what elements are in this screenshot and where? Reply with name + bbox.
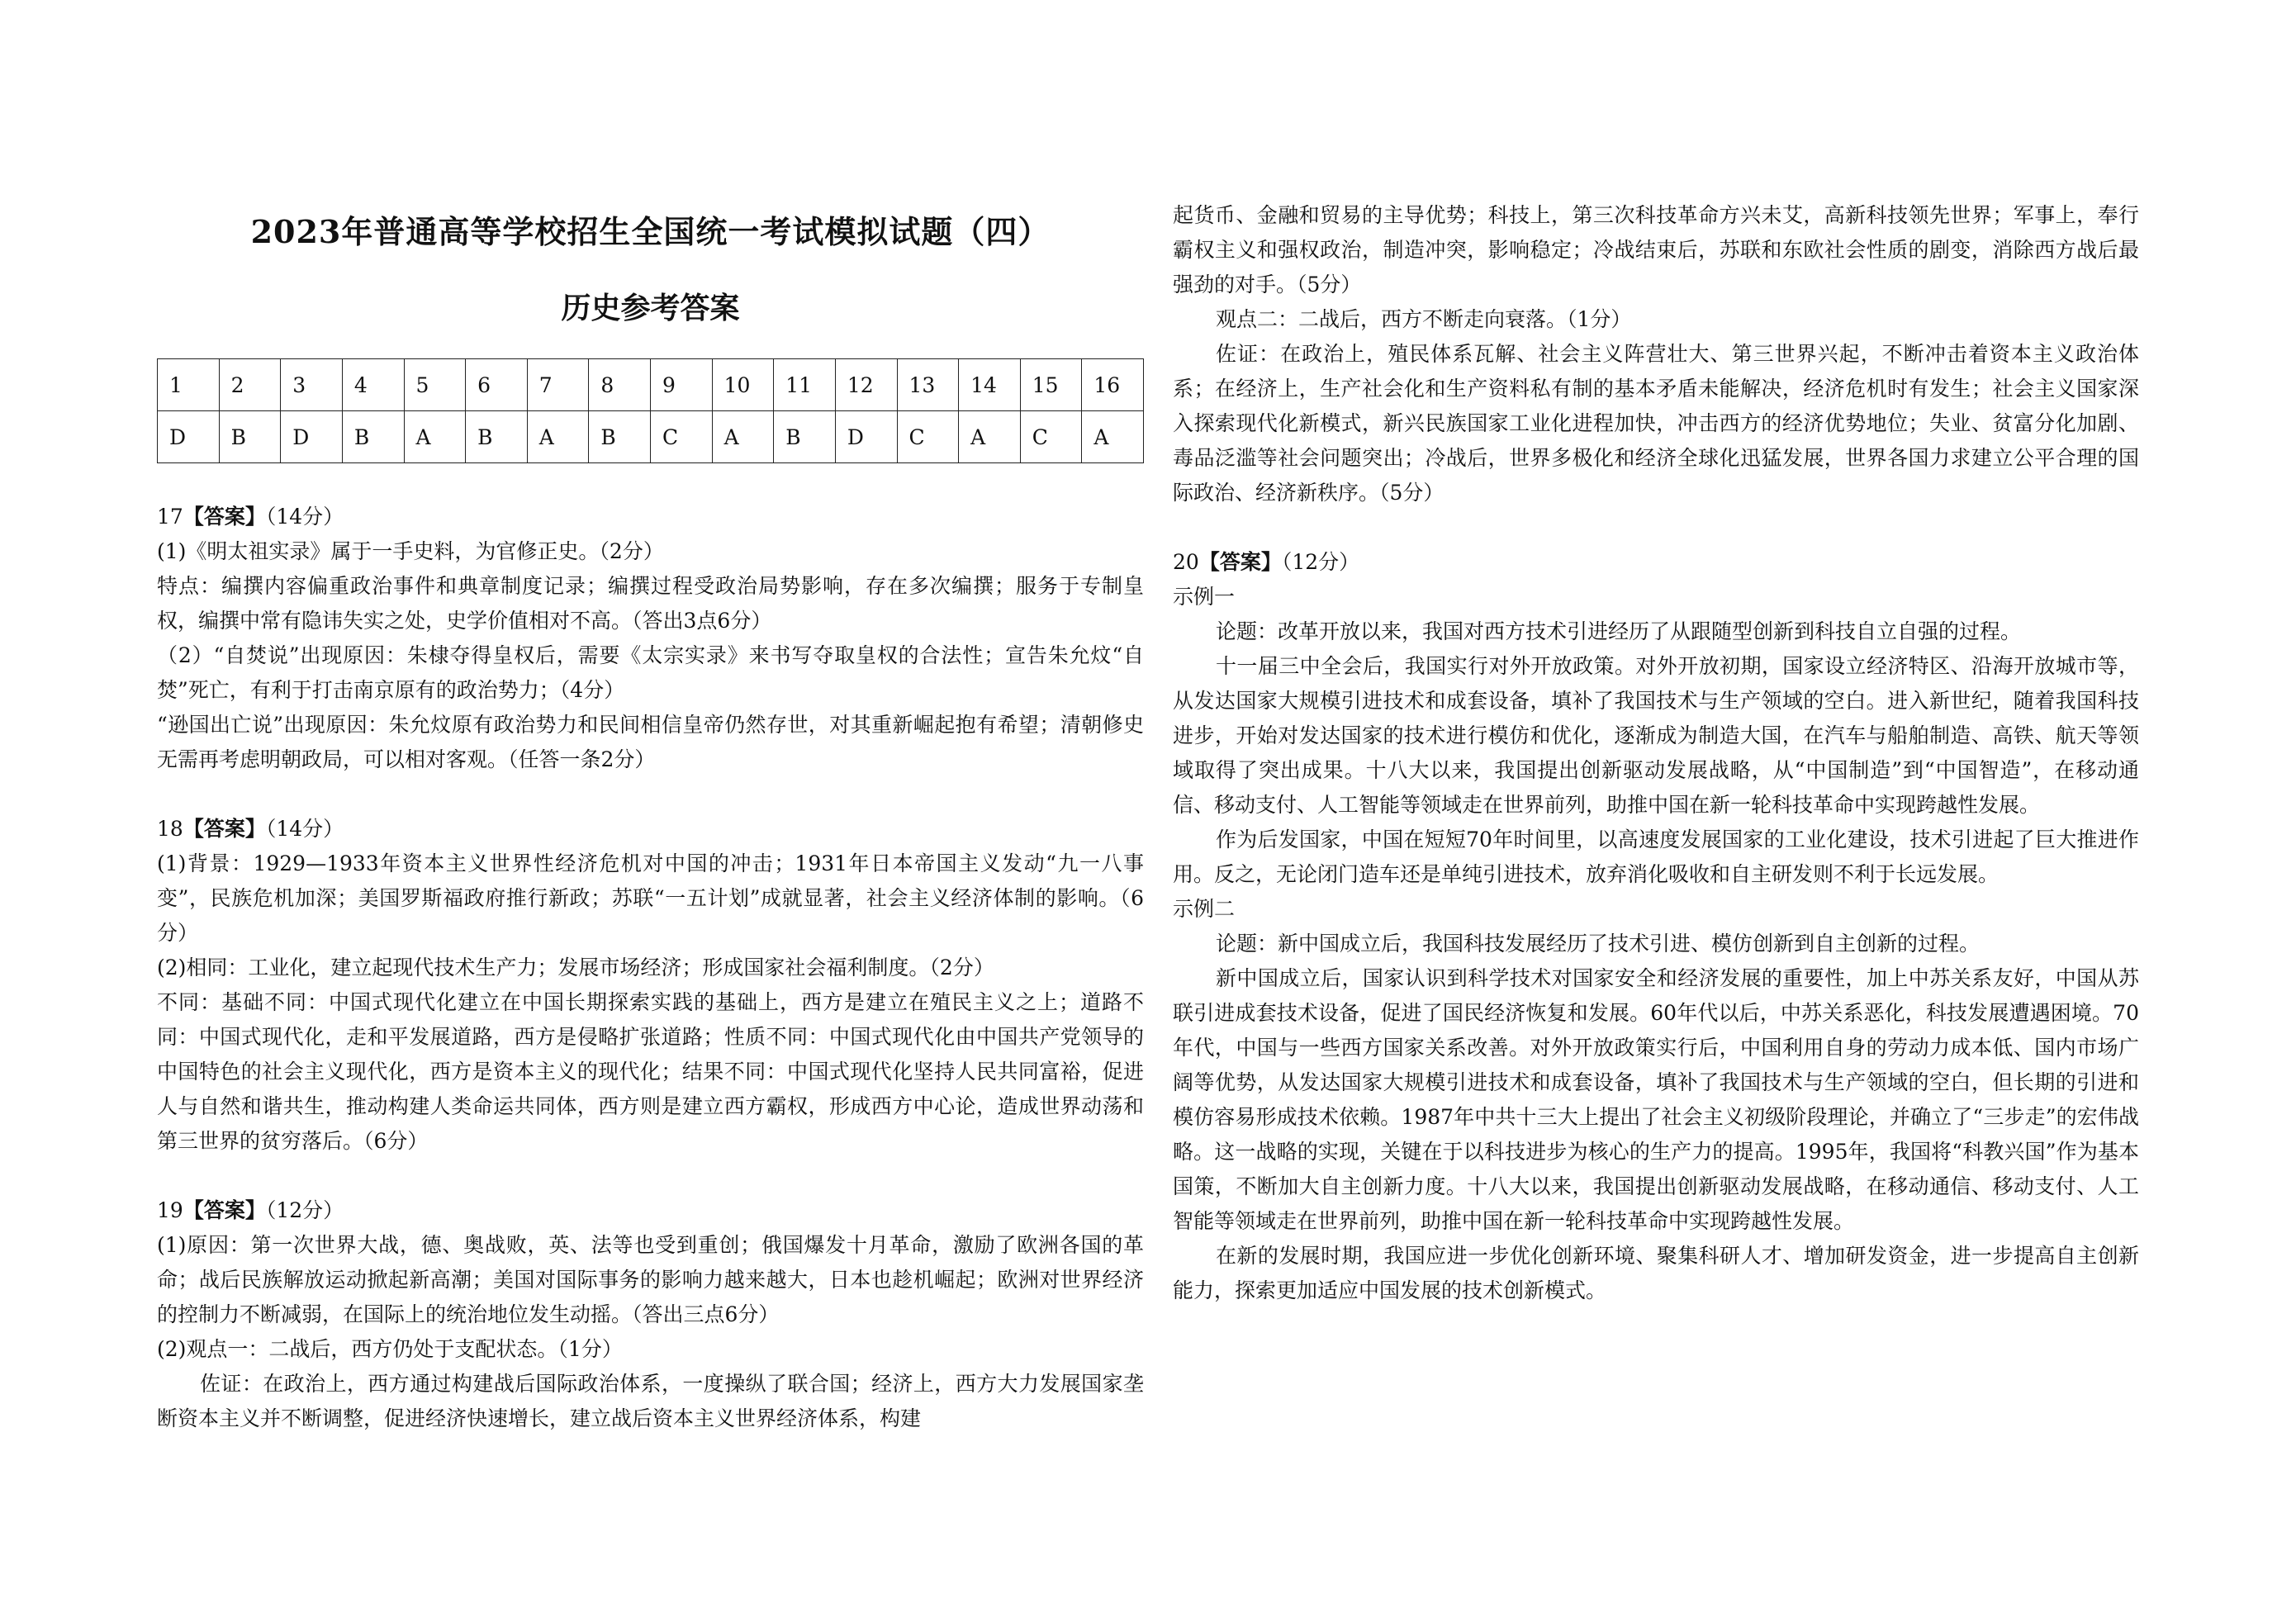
- answer-tag: 【答案】: [183, 1198, 266, 1222]
- answer-cell: B: [774, 411, 836, 463]
- section-gap: [157, 777, 1144, 812]
- question-number: 20: [1173, 550, 1199, 574]
- example-paragraph: 论题：新中国成立后，我国科技发展经历了技术引进、模仿创新到自主创新的过程。: [1216, 932, 1981, 956]
- example-paragraph: 论题：改革开放以来，我国对西方技术引进经历了从跟随型创新到科技自立自强的过程。: [1216, 619, 2022, 643]
- answer-line: 不同：基础不同：中国式现代化建立在中国长期探索实践的基础上，西方是建立在殖民主义之上；道路不同：中国式现代化，走和平发展道路，西方是侵略扩张道路；性质不同：中国式现代化由中国共产党领导的中国特色的社会主义现代化，西方是资本主义的现代化；结果不同：中国式现代化坚持人民共同富裕，促进人与自然和谐共生，推动构建人类命运共同体，西方则是建立西方霸权，形成西方中心论，造成世界动荡和第三世界的贫穷落后。（6分）: [157, 990, 1144, 1153]
- question-number-cell: 2: [219, 359, 281, 411]
- question-number: 18: [157, 817, 183, 841]
- question-number-row: [158, 359, 1144, 411]
- score-label: （12分）: [1281, 550, 1360, 574]
- answer-letter-row: [158, 411, 1144, 463]
- section-gap: [157, 1159, 1144, 1193]
- answer-cell: D: [281, 411, 343, 463]
- question-number-cell: 3: [281, 359, 343, 411]
- page-subtitle: 历史参考答案: [561, 291, 740, 325]
- continued-paragraph: 起货币、金融和贸易的主导优势；科技上，第三次科技革命方兴未艾，高新科技领先世界；军事上，奉行霸权主义和强权政治，制造冲突，影响稳定；冷战结束后，苏联和东欧社会性质的剧变，消除西方战后最强劲的对手。（5分）: [1173, 203, 2139, 296]
- question-number-cell: 11: [774, 359, 836, 411]
- example-paragraph: 新中国成立后，国家认识到科学技术对国家安全和经济发展的重要性，加上中苏关系友好，中国从苏联引进成套技术设备，促进了国民经济恢复和发展。60年代以后，中苏关系恶化，科技发展遭遇困境。70年代，中国与一些西方国家关系改善。对外开放政策实行后，中国利用自身的劳动力成本低、国内市场广阔等优势，从发达国家大规模引进技术和成套设备，填补了我国技术与生产领域的空白，但长期的引进和模仿容易形成技术依赖。1987年中共十三大上提出了社会主义初级阶段理论，并确立了“三步走”的宏伟战略。这一战略的实现，关键在于以科技进步为核心的生产力的提高。1995年，我国将“科教兴国”作为基本国策，不断加大自主创新力度。十八大以来，我国提出创新驱动发展战略，在移动通信、移动支付、人工智能等领域走在世界前列，助推中国在新一轮科技革命中实现跨越性发展。: [1173, 966, 2139, 1233]
- question-number: 19: [157, 1198, 183, 1222]
- answer-cell: D: [835, 411, 897, 463]
- question-20-section: [1173, 545, 2139, 1308]
- answer-table: [157, 358, 1144, 463]
- question-20-heading: [1173, 545, 2139, 580]
- question-number-cell: 12: [835, 359, 897, 411]
- answer-line: (2)观点一：二战后，西方仍处于支配状态。（1分）: [157, 1337, 623, 1361]
- question-number-cell: 4: [342, 359, 404, 411]
- answer-cell: A: [712, 411, 774, 463]
- score-label: （14分）: [265, 505, 344, 529]
- left-column: [157, 206, 1144, 1436]
- answer-line: （2）“自焚说”出现原因：朱棣夺得皇权后，需要《太宗实录》来书写夺取皇权的合法性；宣告朱允炆“自焚”死亡，有利于打击南京原有的政治势力；（4分）: [157, 643, 1144, 702]
- answer-tag: 【答案】: [183, 817, 266, 841]
- answer-cell: C: [1020, 411, 1082, 463]
- question-number-cell: 15: [1020, 359, 1082, 411]
- question-number-cell: 14: [959, 359, 1021, 411]
- answer-cell: A: [527, 411, 589, 463]
- question-18-section: [157, 812, 1144, 1159]
- question-number-cell: 8: [589, 359, 651, 411]
- viewpoint-two-evidence: 佐证：在政治上，殖民体系瓦解、社会主义阵营壮大、第三世界兴起，不断冲击着资本主义政治体系；在经济上，生产社会化和生产资料私有制的基本矛盾未能解决，经济危机时有发生；社会主义国家深入探索现代化新模式，新兴民族国家工业化进程加快，冲击西方的经济优势地位；失业、贫富分化加剧、毒品泛滥等社会问题突出；冷战后，世界多极化和经济全球化迅猛发展，世界各国力求建立公平合理的国际政治、经济新秩序。（5分）: [1173, 342, 2139, 505]
- answer-cell: B: [219, 411, 281, 463]
- viewpoint-two: 观点二：二战后，西方不断走向衰落。（1分）: [1216, 307, 1632, 331]
- answer-cell: B: [342, 411, 404, 463]
- question-number-cell: 7: [527, 359, 589, 411]
- question-number: 17: [157, 505, 183, 529]
- question-number-cell: 16: [1082, 359, 1144, 411]
- page-title: 2023年普通高等学校招生全国统一考试模拟试题（四）: [250, 213, 1051, 250]
- score-label: （14分）: [265, 817, 344, 841]
- question-number-cell: 10: [712, 359, 774, 411]
- answer-line: (2)相同：工业化，建立起现代技术生产力；发展市场经济；形成国家社会福利制度。（2分）: [157, 956, 994, 979]
- answer-cell: C: [897, 411, 959, 463]
- example-paragraph: 在新的发展时期，我国应进一步优化创新环境、聚集科研人才、增加研发资金，进一步提高自主创新能力，探索更加适应中国发展的技术创新模式。: [1173, 1244, 2139, 1302]
- score-label: （12分）: [265, 1198, 344, 1222]
- question-number-cell: 9: [651, 359, 713, 411]
- question-number-cell: 13: [897, 359, 959, 411]
- answer-line: “逊国出亡说”出现原因：朱允炆原有政治势力和民间相信皇帝仍然存世，对其重新崛起抱有希望；清朝修史无需再考虑明朝政局，可以相对客观。（任答一条2分）: [157, 713, 1144, 771]
- question-number-cell: 5: [404, 359, 466, 411]
- answer-cell: B: [466, 411, 528, 463]
- answer-line: (1)背景：1929—1933年资本主义世界性经济危机对中国的冲击；1931年日本帝国主义发动“九一八事变”，民族危机加深；美国罗斯福政府推行新政；苏联“一五计划”成就显著，社会主义经济体制的影响。（6分）: [157, 851, 1144, 945]
- question-19-heading: [157, 1193, 1144, 1228]
- right-column: [1173, 198, 2139, 1308]
- answer-cell: A: [404, 411, 466, 463]
- example-paragraph: 十一届三中全会后，我国实行对外开放政策。对外开放初期，国家设立经济特区、沿海开放城市等，从发达国家大规模引进技术和成套设备，填补了我国技术与生产领域的空白。进入新世纪，随着我国科技进步，开始对发达国家的技术进行模仿和优化，逐渐成为制造大国，在汽车与船舶制造、高铁、航天等领域取得了突出成果。十八大以来，我国提出创新驱动发展战略，从“中国制造”到“中国智造”，在移动通信、移动支付、人工智能等领域走在世界前列，助推中国在新一轮科技革命中实现跨越性发展。: [1173, 654, 2139, 817]
- question-17-section: [157, 500, 1144, 777]
- answer-line: (1)原因：第一次世界大战，德、奥战败，英、法等也受到重创；俄国爆发十月革命，激励了欧洲各国的革命；战后民族解放运动掀起新高潮；美国对国际事务的影响力越来越大，日本也趁机崛起；欧洲对世界经济的控制力不断减弱，在国际上的统治地位发生动摇。（答出三点6分）: [157, 1233, 1144, 1326]
- answer-tag: 【答案】: [1198, 550, 1282, 574]
- question-19-section: [157, 1193, 1144, 1436]
- section-gap: [1173, 510, 2139, 545]
- example-two-label: 示例二: [1173, 897, 1236, 921]
- answer-cell: A: [1082, 411, 1144, 463]
- question-number-cell: 1: [158, 359, 220, 411]
- answer-cell: C: [651, 411, 713, 463]
- answer-cell: D: [158, 411, 220, 463]
- answer-tag: 【答案】: [183, 505, 266, 529]
- answer-line: 特点：编撰内容偏重政治事件和典章制度记录；编撰过程受政治局势影响，存在多次编撰；服务于专制皇权，编撰中常有隐讳失实之处，史学价值相对不高。（答出3点6分）: [157, 574, 1144, 633]
- evidence-paragraph: 佐证：在政治上，西方通过构建战后国际政治体系，一度操纵了联合国；经济上，西方大力发展国家垄断资本主义并不断调整，促进经济快速增长，建立战后资本主义世界经济体系，构建: [157, 1372, 1144, 1430]
- question-17-heading: [157, 500, 1144, 534]
- question-number-cell: 6: [466, 359, 528, 411]
- question-18-heading: [157, 812, 1144, 847]
- example-paragraph: 作为后发国家，中国在短短70年时间里，以高速度发展国家的工业化建设，技术引进起了巨大推进作用。反之，无论闭门造车还是单纯引进技术，放弃消化吸收和自主研发则不利于长远发展。: [1173, 828, 2139, 886]
- answer-line: (1)《明太祖实录》属于一手史料，为官修正史。（2分）: [157, 539, 664, 563]
- example-one-label: 示例一: [1173, 585, 1236, 609]
- answer-cell: B: [589, 411, 651, 463]
- answer-cell: A: [959, 411, 1021, 463]
